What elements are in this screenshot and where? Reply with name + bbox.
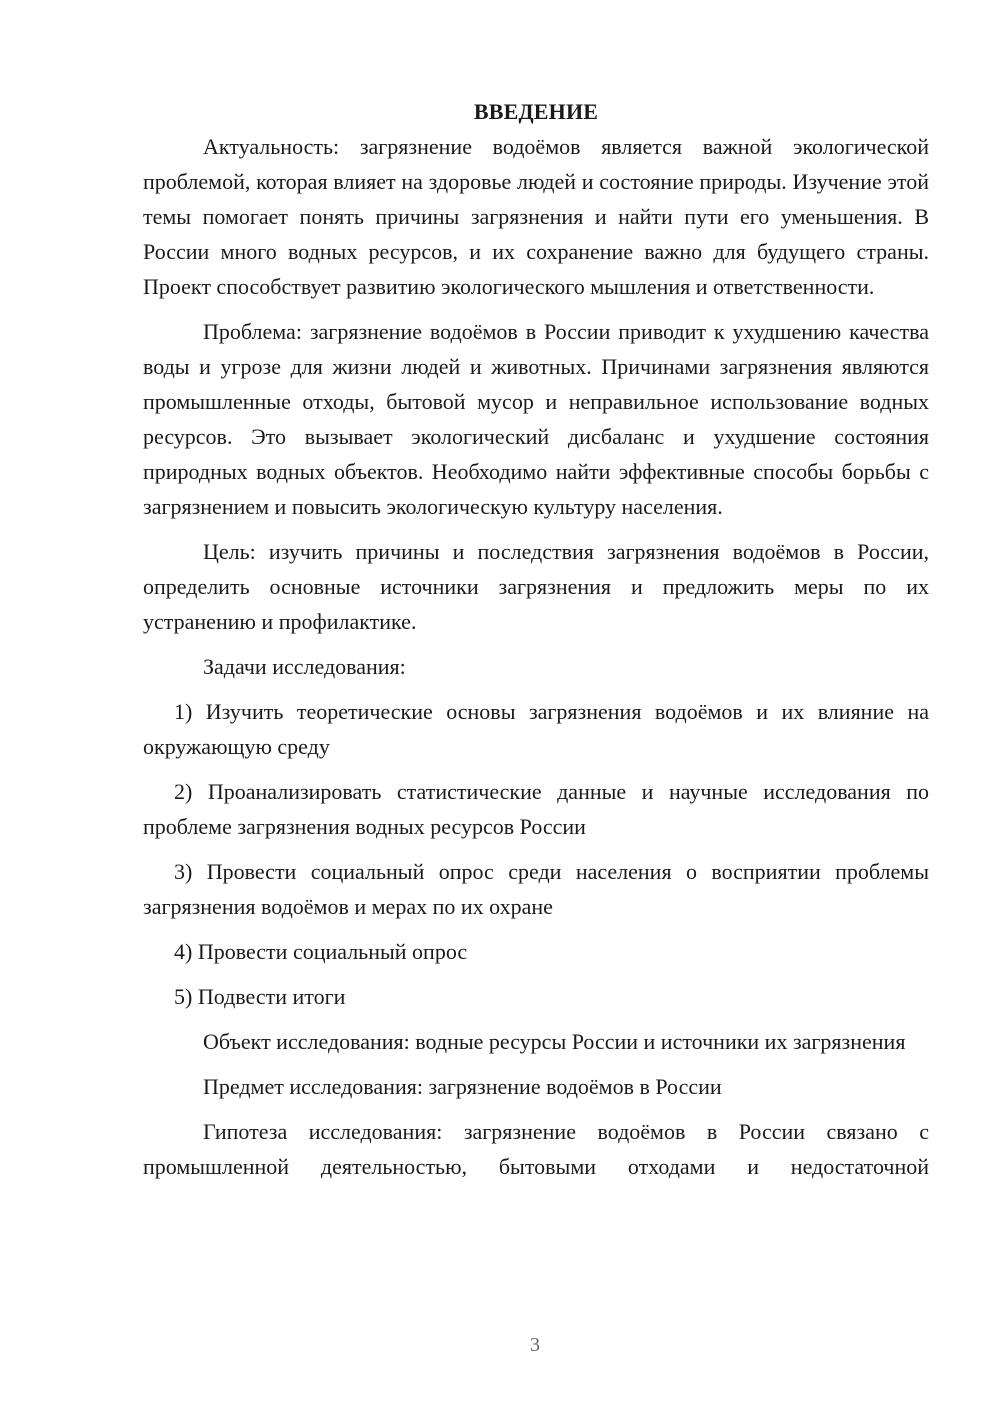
paragraph-hypothesis: Гипотеза исследования: загрязнение водоёмов в России связано с промышленной деятельностью, бытовыми отходами и недостаточной xyxy=(143,1119,929,1179)
paragraph-problem: Проблема: загрязнение водоёмов в России приводит к ухудшению качества воды и угрозе для жизни людей и животных. Причинами загрязнения являются промышленные отходы, бытовой мусор и неправильное использование водных ресурсов. Это вызывает экологический дисбаланс и ухудшение состояния природных водных объектов. Необходимо найти эффективные способы борьбы с загрязнением и повысить экологическую культуру населения. xyxy=(143,319,929,519)
paragraph-goal: Цель: изучить причины и последствия загрязнения водоёмов в России, определить основные источники загрязнения и предложить меры по их устранению и профилактике. xyxy=(143,539,929,634)
paragraph-subject: Предмет исследования: загрязнение водоёмов в России xyxy=(203,1074,722,1099)
tasks-intro: Задачи исследования: xyxy=(203,654,406,679)
task-item-4: 4) Провести социальный опрос xyxy=(174,939,468,964)
paragraph-object: Объект исследования: водные ресурсы России и источники их загрязнения xyxy=(203,1029,906,1054)
section-heading: ВВЕДЕНИЕ xyxy=(473,99,599,124)
task-item-5: 5) Подвести итоги xyxy=(174,984,346,1009)
paragraph-actuality: Актуальность: загрязнение водоёмов является важной экологической проблемой, которая влияет на здоровье людей и состояние природы. Изучение этой темы помогает понять причины загрязнения и найти пути его уменьшения. В России много водных ресурсов, и их сохранение важно для будущего страны. Проект способствует развитию экологического мышления и ответственности. xyxy=(143,134,929,299)
document-page xyxy=(143,94,929,1194)
task-item-2: 2) Проанализировать статистические данные и научные исследования по проблеме загрязнения водных ресурсов России xyxy=(143,779,929,839)
task-item-3: 3) Провести социальный опрос среди населения о восприятии проблемы загрязнения водоёмов и мерах по их охране xyxy=(143,859,929,919)
task-item-1: 1) Изучить теоретические основы загрязнения водоёмов и их влияние на окружающую среду xyxy=(143,699,929,759)
page-number: 3 xyxy=(530,1334,540,1356)
